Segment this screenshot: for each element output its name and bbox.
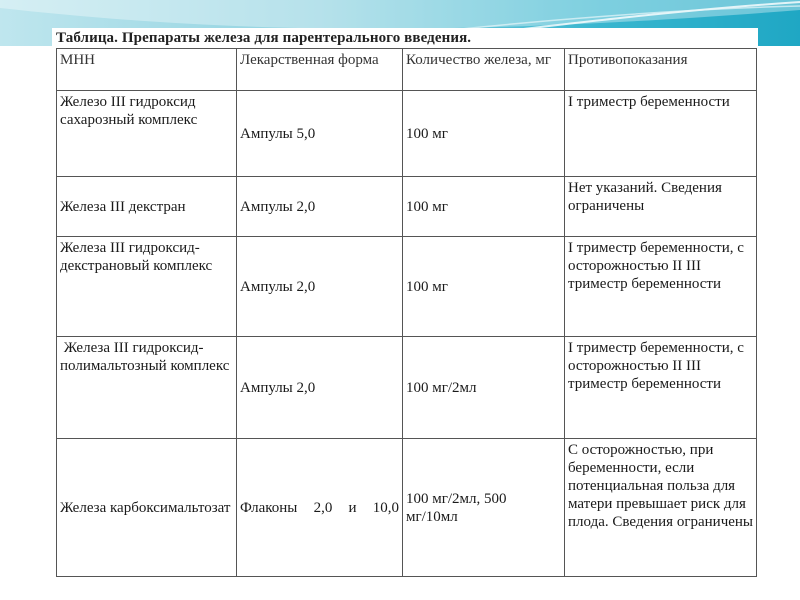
column-header-form: Лекарственная форма (237, 49, 403, 91)
table-row (57, 91, 757, 177)
cell-iron: 100 мг/2мл, 500 мг/10мл (403, 439, 565, 577)
cell-iron: 100 мг (403, 237, 565, 337)
cell-iron: 100 мг (403, 177, 565, 237)
cell-form (237, 439, 403, 577)
table-header-row (57, 49, 757, 91)
cell-form: Ампулы 2,0 (237, 237, 403, 337)
cell-inn: Железа карбоксимальтозат (57, 439, 237, 577)
column-header-inn: МНН (57, 49, 237, 91)
cell-contraindications: Нет указаний. Сведения ограничены (565, 177, 757, 237)
cell-inn: Железа III гидроксид-полимальтозный комплекс (57, 337, 237, 439)
cell-contraindications: I триместр беременности, с осторожностью II III триместр беременности (565, 237, 757, 337)
cell-contraindications: С осторожностью, при беременности, если потенциальная польза для матери превышает риск для плода. Сведения ограничены (565, 439, 757, 577)
cell-form: Ампулы 2,0 (237, 337, 403, 439)
column-header-contraindications: Противопоказания (565, 49, 757, 91)
cell-iron: 100 мг/2мл (403, 337, 565, 439)
column-header-iron-amount: Количество железа, мг (403, 49, 565, 91)
cell-inn: Железа III гидроксид-декстрановый комплекс (57, 237, 237, 337)
table-row (57, 177, 757, 237)
table-row (57, 337, 757, 439)
table-row (57, 439, 757, 577)
cell-form: Ампулы 5,0 (237, 91, 403, 177)
cell-iron: 100 мг (403, 91, 565, 177)
table-caption: Таблица. Препараты железа для парентерального введения. (56, 30, 472, 46)
cell-form-text: Флаконы 2,0 и 10,0 (240, 499, 399, 516)
cell-contraindications: I триместр беременности (565, 91, 757, 177)
cell-inn: Железа III декстран (57, 177, 237, 237)
table-row (57, 237, 757, 337)
cell-form: Ампулы 2,0 (237, 177, 403, 237)
document-page (52, 28, 758, 600)
cell-contraindications: I триместр беременности, с осторожностью II III триместр беременности (565, 337, 757, 439)
cell-inn: Железо III гидроксид сахарозный комплекс (57, 91, 237, 177)
iron-preparations-table (56, 48, 757, 577)
